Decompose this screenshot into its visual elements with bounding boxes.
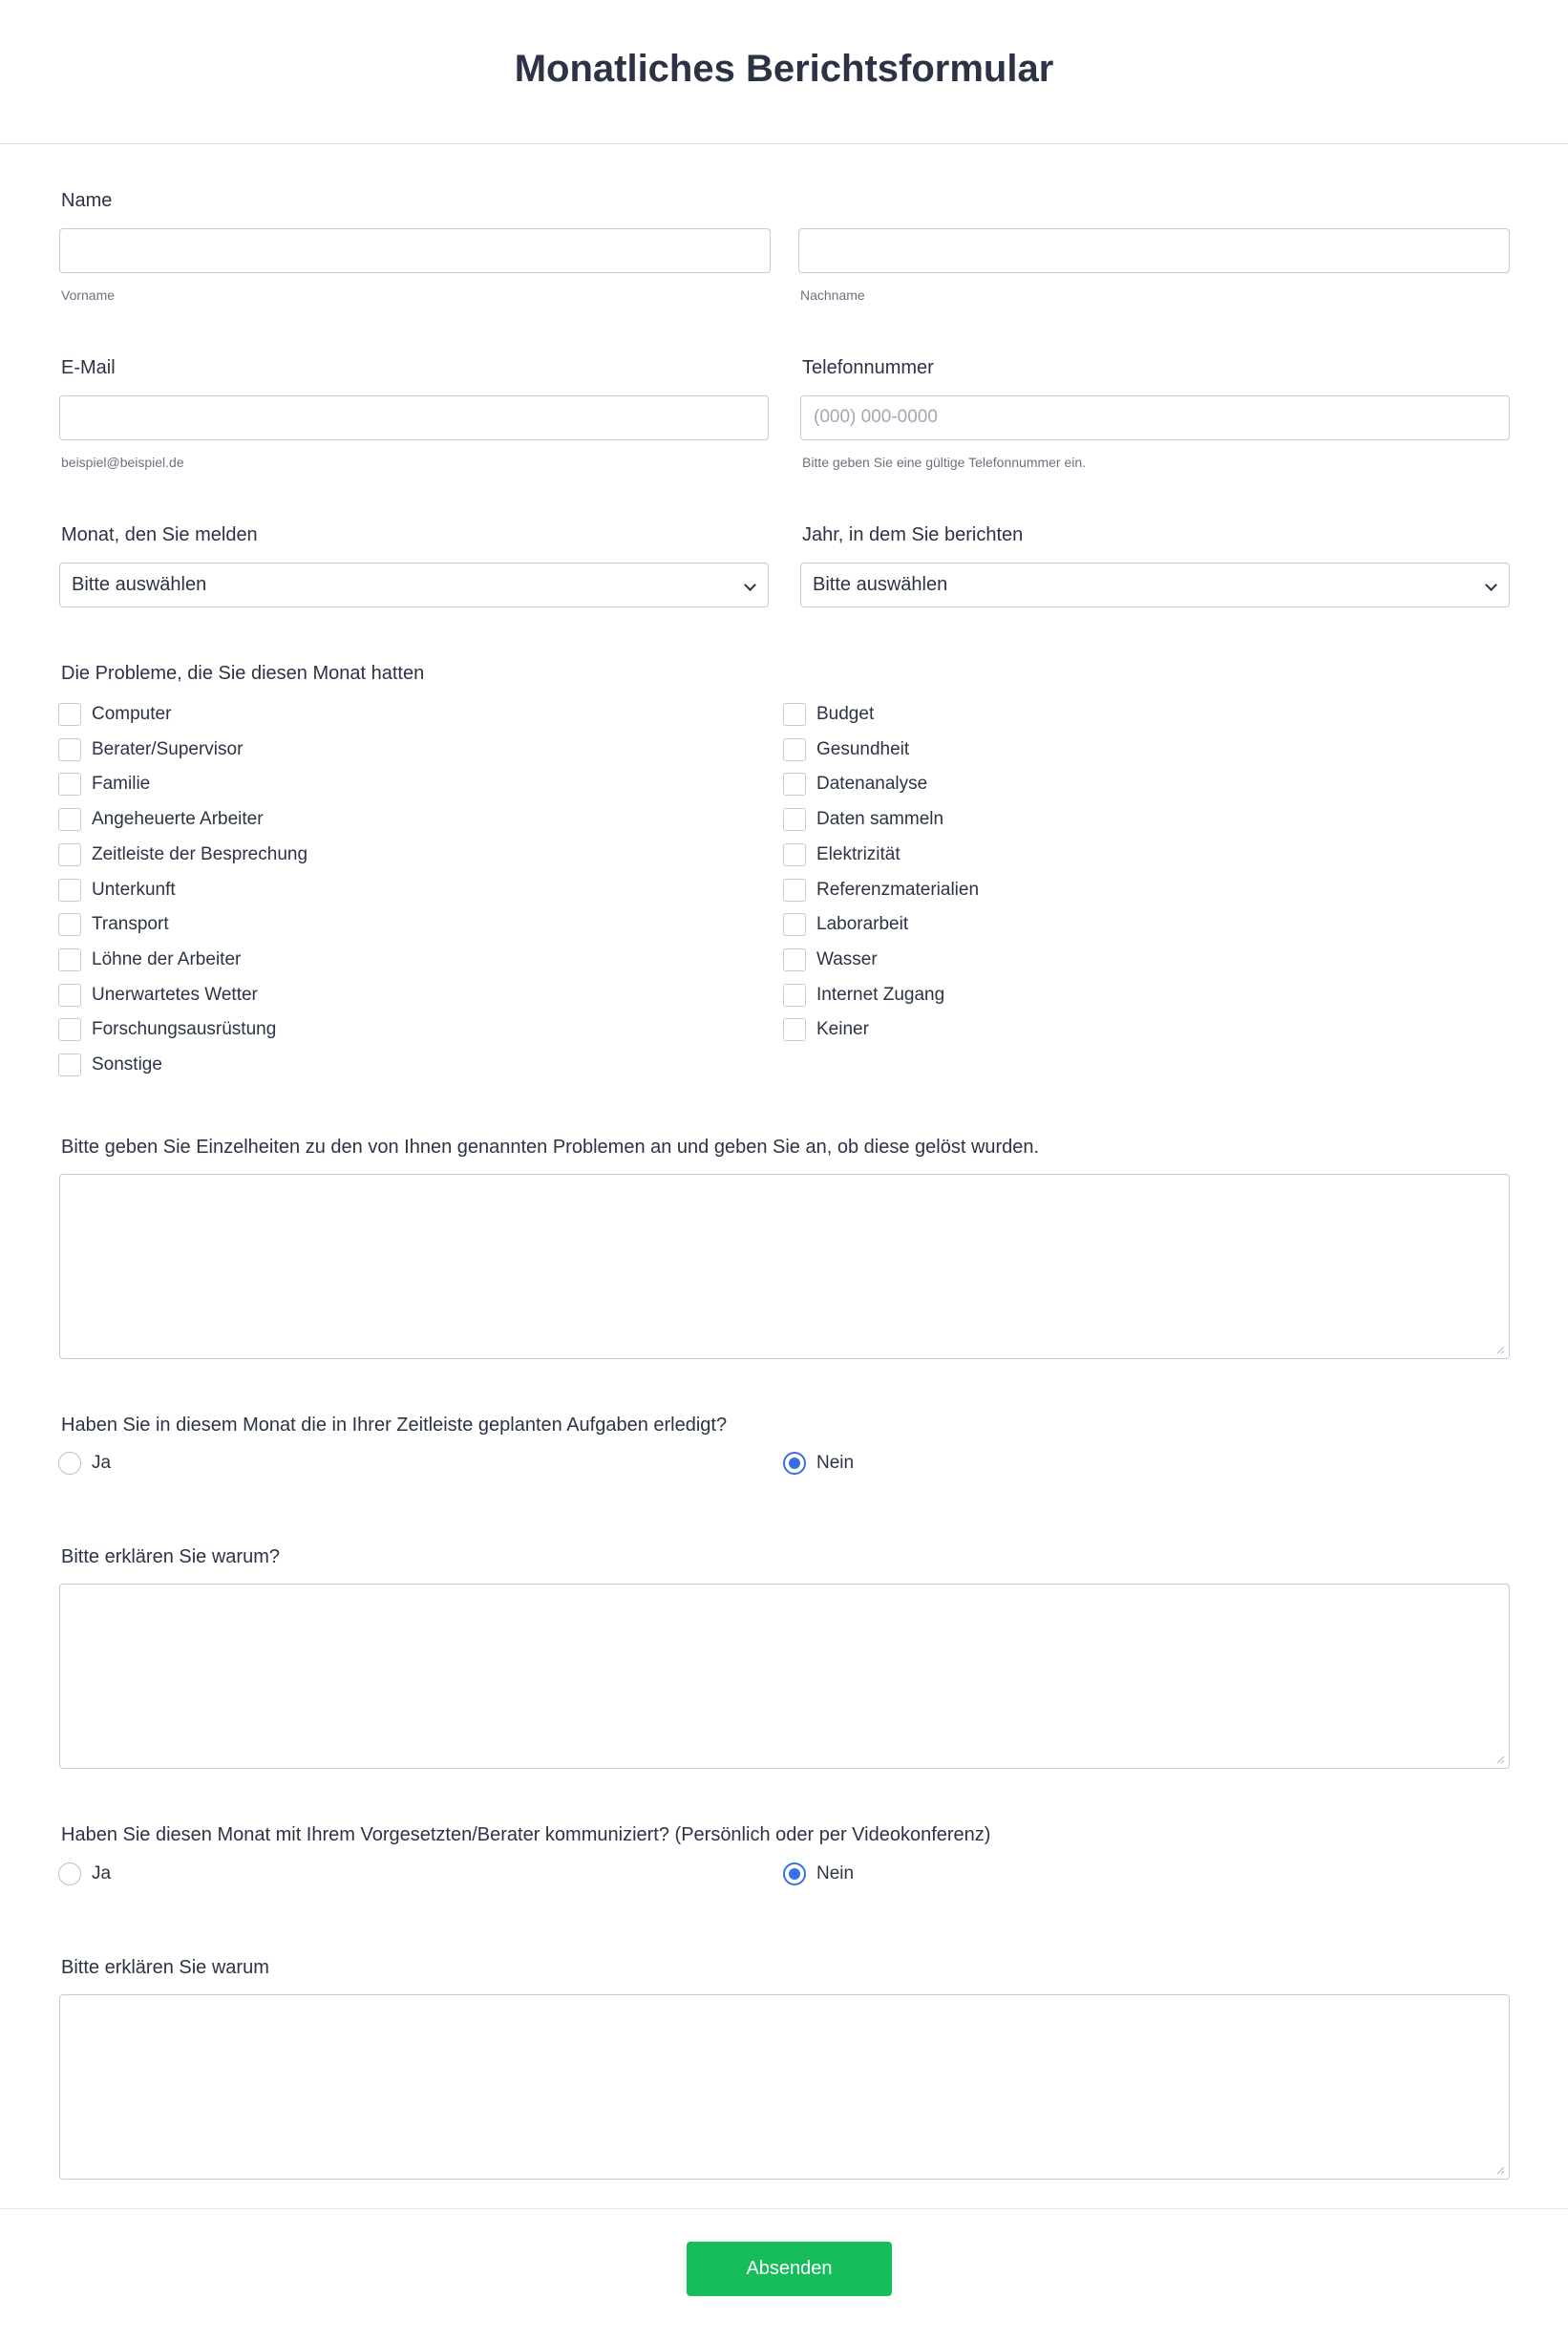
problem-checkbox-label: Elektrizität [816, 843, 901, 864]
problem-checkbox-row[interactable] [783, 984, 944, 1007]
problem-checkbox-label: Familie [92, 774, 151, 795]
email-field[interactable] [59, 395, 769, 440]
problem-checkbox-row[interactable] [58, 913, 169, 936]
tasks-radio-ja[interactable] [58, 1452, 81, 1475]
problem-checkbox-row[interactable] [58, 703, 171, 726]
resize-grip-icon[interactable] [1496, 1756, 1505, 1764]
problem-checkbox[interactable] [58, 913, 81, 936]
problem-checkbox-label: Transport [92, 914, 169, 935]
problem-checkbox[interactable] [58, 738, 81, 761]
tasks-option-label: Nein [816, 1453, 855, 1473]
problem-checkbox-label: Referenzmaterialien [816, 879, 980, 900]
problem-checkbox[interactable] [58, 808, 81, 831]
problems-label: Die Probleme, die Sie diesen Monat hatten [61, 663, 425, 684]
problem-checkbox-label: Internet Zugang [816, 984, 945, 1005]
details-textarea[interactable] [59, 1174, 1510, 1359]
problem-checkbox-label: Laborarbeit [816, 914, 909, 935]
chevron-down-icon [744, 579, 756, 591]
problem-checkbox-row[interactable] [58, 773, 150, 796]
problem-checkbox-row[interactable] [783, 738, 909, 761]
tasks-label: Haben Sie in diesem Monat die in Ihrer Zeitleiste geplanten Aufgaben erledigt? [61, 1415, 728, 1436]
year-select[interactable] [800, 563, 1510, 607]
chevron-down-icon [1485, 579, 1497, 591]
why2-label: Bitte erklären Sie warum [61, 1957, 269, 1978]
problem-checkbox-row[interactable] [58, 1053, 162, 1076]
problem-checkbox-label: Forschungsausrüstung [92, 1019, 277, 1040]
form-header [0, 0, 1568, 144]
problem-checkbox-row[interactable] [58, 738, 243, 761]
problem-checkbox-row[interactable] [783, 773, 927, 796]
comm-label: Haben Sie diesen Monat mit Ihrem Vorgesetzten/Berater kommuniziert? (Persönlich oder per Videokonferenz) [61, 1824, 991, 1845]
comm-option-ja[interactable] [58, 1862, 111, 1885]
problem-checkbox-label: Löhne der Arbeiter [92, 948, 242, 969]
month-select-value: Bitte auswählen [72, 574, 207, 595]
problem-checkbox-label: Keiner [816, 1019, 869, 1040]
problem-checkbox-row[interactable] [783, 879, 979, 902]
problem-checkbox-label: Daten sammeln [816, 809, 944, 830]
problem-checkbox-label: Sonstige [92, 1054, 162, 1075]
problem-checkbox-label: Computer [92, 704, 172, 724]
problem-checkbox-row[interactable] [58, 879, 176, 902]
problem-checkbox-row[interactable] [58, 948, 241, 971]
problem-checkbox-row[interactable] [783, 843, 901, 866]
problem-checkbox-label: Angeheuerte Arbeiter [92, 809, 264, 830]
problem-checkbox[interactable] [783, 773, 806, 796]
year-label: Jahr, in dem Sie berichten [802, 524, 1024, 545]
comm-radio-ja[interactable] [58, 1862, 81, 1885]
problem-checkbox-label: Unerwartetes Wetter [92, 984, 258, 1005]
problem-checkbox[interactable] [783, 1018, 806, 1041]
problem-checkbox[interactable] [783, 948, 806, 971]
email-sublabel: beispiel@beispiel.de [61, 455, 184, 470]
problem-checkbox-label: Zeitleiste der Besprechung [92, 843, 308, 864]
first-name-input[interactable] [59, 228, 771, 273]
problem-checkbox[interactable] [783, 738, 806, 761]
problem-checkbox[interactable] [783, 843, 806, 866]
problem-checkbox-row[interactable] [58, 843, 307, 866]
problem-checkbox[interactable] [58, 984, 81, 1007]
resize-grip-icon[interactable] [1496, 2166, 1505, 2175]
comm-option-nein[interactable] [783, 1862, 854, 1885]
details-label: Bitte geben Sie Einzelheiten zu den von Ihnen genannten Problemen an und geben Sie an, ob diese gelöst wurden. [61, 1137, 1040, 1158]
problem-checkbox-row[interactable] [783, 913, 908, 936]
resize-grip-icon[interactable] [1496, 1346, 1505, 1354]
problem-checkbox-label: Unterkunft [92, 879, 176, 900]
tasks-option-label: Ja [92, 1453, 112, 1473]
problem-checkbox[interactable] [783, 703, 806, 726]
problem-checkbox-row[interactable] [783, 703, 874, 726]
last-name-input[interactable] [798, 228, 1510, 273]
problem-checkbox-row[interactable] [58, 984, 258, 1007]
form-title: Monatliches Berichtsformular [514, 48, 1054, 90]
tasks-option-ja[interactable] [58, 1452, 111, 1475]
first-name-sublabel: Vorname [61, 287, 116, 303]
problem-checkbox-row[interactable] [58, 1018, 276, 1041]
problem-checkbox-row[interactable] [783, 808, 943, 831]
tasks-radio-nein[interactable] [783, 1452, 806, 1475]
comm-radio-nein[interactable] [783, 1862, 806, 1885]
why2-textarea[interactable] [59, 1994, 1510, 2180]
problem-checkbox[interactable] [58, 1053, 81, 1076]
phone-field[interactable]: (000) 000-0000 [800, 395, 1510, 440]
problem-checkbox[interactable] [783, 808, 806, 831]
problem-checkbox-row[interactable] [783, 948, 878, 971]
submit-button[interactable]: Absenden [687, 2242, 892, 2296]
tasks-option-nein[interactable] [783, 1452, 854, 1475]
problem-checkbox[interactable] [58, 703, 81, 726]
problem-checkbox-label: Berater/Supervisor [92, 738, 244, 759]
problem-checkbox[interactable] [58, 879, 81, 902]
phone-sublabel: Bitte geben Sie eine gültige Telefonnummer ein. [802, 455, 1087, 470]
problem-checkbox-label: Gesundheit [816, 738, 910, 759]
problem-checkbox-row[interactable] [783, 1018, 869, 1041]
month-label: Monat, den Sie melden [61, 524, 258, 545]
comm-option-label: Nein [816, 1863, 855, 1883]
comm-option-label: Ja [92, 1863, 112, 1883]
problem-checkbox-label: Datenanalyse [816, 774, 928, 795]
problem-checkbox[interactable] [58, 773, 81, 796]
problem-checkbox[interactable] [783, 879, 806, 902]
problem-checkbox[interactable] [58, 948, 81, 971]
problem-checkbox-label: Wasser [816, 948, 878, 969]
why1-label: Bitte erklären Sie warum? [61, 1546, 280, 1567]
name-label: Name [61, 190, 113, 211]
problem-checkbox-row[interactable] [58, 808, 264, 831]
month-select[interactable] [59, 563, 769, 607]
why1-textarea[interactable] [59, 1584, 1510, 1769]
problem-checkbox-label: Budget [816, 704, 875, 724]
problem-checkbox[interactable] [783, 913, 806, 936]
email-label: E-Mail [61, 357, 116, 378]
problem-checkbox[interactable] [58, 843, 81, 866]
problem-checkbox[interactable] [58, 1018, 81, 1041]
problem-checkbox[interactable] [783, 984, 806, 1007]
year-select-value: Bitte auswählen [813, 574, 948, 595]
last-name-sublabel: Nachname [800, 287, 865, 303]
phone-label: Telefonnummer [802, 357, 934, 378]
